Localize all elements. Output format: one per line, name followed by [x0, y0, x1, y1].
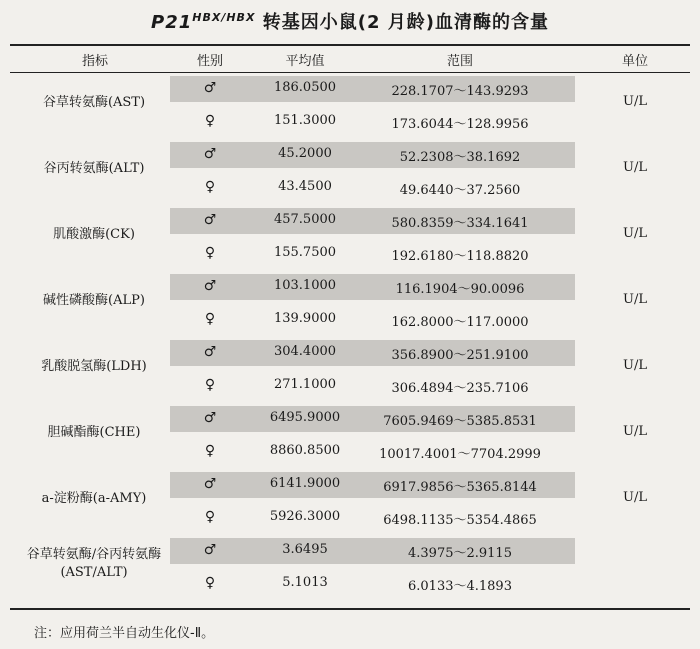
male-symbol: ♂ [203, 542, 217, 558]
male-mean-value: 103.1000 [273, 278, 337, 293]
indicator-name: 谷草转氨酶/谷丙转氨酶 [26, 547, 162, 562]
unit-value: U/L [623, 358, 647, 373]
title-gene: P21 [151, 12, 193, 33]
male-range-value: 52.2308～38.1692 [399, 150, 521, 165]
title-text: 转基因小鼠(2 月龄)血清酶的含量 [262, 12, 549, 33]
male-symbol: ♂ [203, 476, 217, 492]
unit-value: U/L [623, 292, 647, 307]
table-title [0, 8, 700, 34]
female-symbol: ♀ [204, 509, 216, 525]
female-mean-value: 5.1013 [282, 575, 328, 590]
title-superscript: HBX/HBX [192, 11, 256, 24]
female-symbol: ♀ [204, 377, 216, 393]
female-mean-value: 139.9000 [273, 311, 337, 326]
female-symbol: ♀ [204, 311, 216, 327]
female-range-value: 6.0133～4.1893 [408, 579, 512, 594]
female-range-value: 162.8000～117.0000 [391, 315, 529, 330]
bottom-rule [10, 608, 690, 610]
indicator-name: 碱性磷酸酶(ALP) [43, 293, 145, 308]
unit-value: U/L [623, 226, 647, 241]
female-range-value: 192.6180～118.8820 [391, 249, 529, 264]
male-range-value: 4.3975～2.9115 [408, 546, 512, 561]
male-mean-value: 45.2000 [278, 146, 332, 161]
male-range-value: 6917.9856～5365.8144 [383, 480, 537, 495]
female-symbol: ♀ [204, 443, 216, 459]
male-mean-value: 6141.9000 [269, 476, 341, 491]
unit-value: U/L [623, 490, 647, 505]
male-mean-value: 457.5000 [273, 212, 337, 227]
male-symbol: ♂ [203, 344, 217, 360]
header-indicator: 指标 [81, 54, 108, 69]
footnote: 注：应用荷兰半自动生化仪-Ⅱ。 [34, 626, 215, 641]
male-symbol: ♂ [203, 146, 217, 162]
female-mean-value: 151.3000 [273, 113, 337, 128]
male-mean-value: 6495.9000 [269, 410, 341, 425]
header-sex: 性别 [196, 54, 223, 69]
top-rule [10, 44, 690, 46]
female-range-value: 306.4894～235.7106 [391, 381, 529, 396]
header-unit: 单位 [621, 54, 648, 69]
unit-value: U/L [623, 424, 647, 439]
female-mean-value: 8860.8500 [269, 443, 341, 458]
female-range-value: 49.6440～37.2560 [399, 183, 521, 198]
female-mean-value: 43.4500 [278, 179, 332, 194]
male-symbol: ♂ [203, 278, 217, 294]
female-mean-value: 155.7500 [273, 245, 337, 260]
indicator-name: 肌酸激酶(CK) [53, 227, 135, 242]
indicator-name: 乳酸脱氢酶(LDH) [41, 359, 147, 374]
male-range-value: 356.8900～251.9100 [391, 348, 529, 363]
male-mean-value: 3.6495 [282, 542, 328, 557]
female-mean-value: 271.1000 [273, 377, 337, 392]
male-mean-value: 186.0500 [273, 80, 337, 95]
indicator-name: 谷草转氨酶(AST) [42, 95, 146, 110]
unit-value: U/L [623, 94, 647, 109]
female-symbol: ♀ [204, 179, 216, 195]
header-range: 范围 [446, 54, 473, 69]
male-range-value: 228.1707～143.9293 [391, 84, 529, 99]
male-range-value: 7605.9469～5385.8531 [383, 414, 537, 429]
male-range-value: 116.1904～90.0096 [395, 282, 525, 297]
indicator-name-line2: (AST/ALT) [60, 565, 128, 580]
female-mean-value: 5926.3000 [269, 509, 341, 524]
unit-value: U/L [623, 160, 647, 175]
female-symbol: ♀ [204, 245, 216, 261]
male-symbol: ♂ [203, 80, 217, 96]
male-symbol: ♂ [203, 410, 217, 426]
indicator-name: 谷丙转氨酶(ALT) [43, 161, 145, 176]
female-range-value: 10017.4001～7704.2999 [379, 447, 541, 462]
female-range-value: 6498.1135～5354.4865 [383, 513, 537, 528]
header-mean: 平均值 [285, 54, 325, 69]
female-range-value: 173.6044～128.9956 [391, 117, 529, 132]
indicator-name: 胆碱酯酶(CHE) [47, 425, 141, 440]
male-symbol: ♂ [203, 212, 217, 228]
female-symbol: ♀ [204, 575, 216, 591]
header-rule [10, 72, 690, 73]
male-range-value: 580.8359～334.1641 [391, 216, 529, 231]
female-symbol: ♀ [204, 113, 216, 129]
male-mean-value: 304.4000 [273, 344, 337, 359]
indicator-name: a-淀粉酶(a-AMY) [41, 491, 147, 506]
